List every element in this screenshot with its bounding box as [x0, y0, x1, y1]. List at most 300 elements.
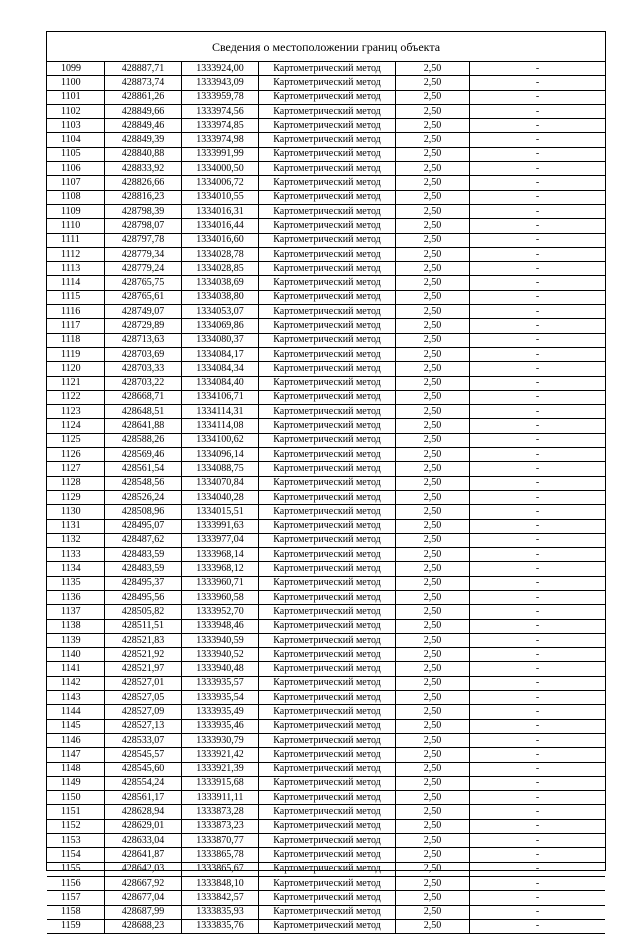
method-cell: Картометрический метод: [259, 662, 396, 676]
description-cell: -: [470, 476, 606, 490]
table-row: [47, 662, 605, 676]
point-number-cell: 1133: [47, 548, 105, 562]
method-cell: Картометрический метод: [259, 733, 396, 747]
x-coordinate-cell: 428703,33: [105, 362, 182, 376]
x-coordinate-cell: 428588,26: [105, 433, 182, 447]
accuracy-cell: 2,50: [396, 90, 470, 104]
y-coordinate-cell: 1333968,12: [182, 562, 259, 576]
point-number-cell: 1142: [47, 676, 105, 690]
method-cell: Картометрический метод: [259, 919, 396, 933]
accuracy-cell: 2,50: [396, 462, 470, 476]
table-row: [47, 319, 605, 333]
y-coordinate-cell: 1333865,78: [182, 848, 259, 862]
table-row: [47, 691, 605, 705]
description-cell: -: [470, 390, 606, 404]
accuracy-cell: 2,50: [396, 776, 470, 790]
table-row: [47, 190, 605, 204]
y-coordinate-cell: 1334028,85: [182, 262, 259, 276]
y-coordinate-cell: 1334028,78: [182, 247, 259, 261]
x-coordinate-cell: 428641,87: [105, 848, 182, 862]
method-cell: Картометрический метод: [259, 233, 396, 247]
accuracy-cell: 2,50: [396, 834, 470, 848]
description-cell: -: [470, 733, 606, 747]
point-number-cell: 1146: [47, 733, 105, 747]
table-row: [47, 848, 605, 862]
accuracy-cell: 2,50: [396, 819, 470, 833]
y-coordinate-cell: 1333930,79: [182, 733, 259, 747]
table-row: [47, 276, 605, 290]
x-coordinate-cell: 428729,89: [105, 319, 182, 333]
accuracy-cell: 2,50: [396, 405, 470, 419]
table-row: [47, 347, 605, 361]
method-cell: Картометрический метод: [259, 776, 396, 790]
accuracy-cell: 2,50: [396, 362, 470, 376]
accuracy-cell: 2,50: [396, 905, 470, 919]
description-cell: -: [470, 176, 606, 190]
x-coordinate-cell: 428797,78: [105, 233, 182, 247]
description-cell: -: [470, 290, 606, 304]
point-number-cell: 1158: [47, 905, 105, 919]
accuracy-cell: 2,50: [396, 319, 470, 333]
description-cell: -: [470, 147, 606, 161]
point-number-cell: 1110: [47, 219, 105, 233]
y-coordinate-cell: 1333991,99: [182, 147, 259, 161]
method-cell: Картометрический метод: [259, 204, 396, 218]
table-row: [47, 776, 605, 790]
description-cell: -: [470, 505, 606, 519]
x-coordinate-cell: 428873,74: [105, 76, 182, 90]
y-coordinate-cell: 1333940,48: [182, 662, 259, 676]
table-row: [47, 219, 605, 233]
point-number-cell: 1124: [47, 419, 105, 433]
x-coordinate-cell: 428483,59: [105, 548, 182, 562]
method-cell: Картометрический метод: [259, 848, 396, 862]
point-number-cell: 1123: [47, 405, 105, 419]
description-cell: -: [470, 919, 606, 933]
method-cell: Картометрический метод: [259, 548, 396, 562]
description-cell: -: [470, 762, 606, 776]
point-number-cell: 1148: [47, 762, 105, 776]
point-number-cell: 1129: [47, 490, 105, 504]
point-number-cell: 1153: [47, 834, 105, 848]
x-coordinate-cell: 428779,24: [105, 262, 182, 276]
table-row: [47, 433, 605, 447]
description-cell: -: [470, 204, 606, 218]
table-row: [47, 376, 605, 390]
accuracy-cell: 2,50: [396, 891, 470, 905]
x-coordinate-cell: 428505,82: [105, 605, 182, 619]
accuracy-cell: 2,50: [396, 262, 470, 276]
description-cell: -: [470, 705, 606, 719]
description-cell: -: [470, 448, 606, 462]
description-cell: -: [470, 548, 606, 562]
description-cell: -: [470, 347, 606, 361]
table-row: [47, 90, 605, 104]
table-row: [47, 905, 605, 919]
point-number-cell: 1100: [47, 76, 105, 90]
accuracy-cell: 2,50: [396, 648, 470, 662]
point-number-cell: 1128: [47, 476, 105, 490]
point-number-cell: 1151: [47, 805, 105, 819]
document-page: [46, 31, 606, 932]
table-row: [47, 133, 605, 147]
y-coordinate-cell: 1334100,62: [182, 433, 259, 447]
method-cell: Картометрический метод: [259, 376, 396, 390]
x-coordinate-cell: 428826,66: [105, 176, 182, 190]
method-cell: Картометрический метод: [259, 433, 396, 447]
point-number-cell: 1136: [47, 590, 105, 604]
accuracy-cell: 2,50: [396, 676, 470, 690]
point-number-cell: 1147: [47, 748, 105, 762]
y-coordinate-cell: 1333991,63: [182, 519, 259, 533]
accuracy-cell: 2,50: [396, 605, 470, 619]
x-coordinate-cell: 428521,83: [105, 633, 182, 647]
point-number-cell: 1111: [47, 233, 105, 247]
table-row: [47, 305, 605, 319]
y-coordinate-cell: 1333835,76: [182, 919, 259, 933]
accuracy-cell: 2,50: [396, 119, 470, 133]
description-cell: -: [470, 433, 606, 447]
description-cell: -: [470, 719, 606, 733]
y-coordinate-cell: 1334016,44: [182, 219, 259, 233]
point-number-cell: 1144: [47, 705, 105, 719]
y-coordinate-cell: 1334016,60: [182, 233, 259, 247]
description-cell: -: [470, 691, 606, 705]
table-row: [47, 733, 605, 747]
point-number-cell: 1149: [47, 776, 105, 790]
description-cell: -: [470, 748, 606, 762]
description-cell: -: [470, 405, 606, 419]
table-row: [47, 247, 605, 261]
accuracy-cell: 2,50: [396, 619, 470, 633]
table-row: [47, 876, 605, 890]
table-row: [47, 505, 605, 519]
method-cell: Картометрический метод: [259, 748, 396, 762]
description-cell: -: [470, 190, 606, 204]
accuracy-cell: 2,50: [396, 848, 470, 862]
x-coordinate-cell: 428849,46: [105, 119, 182, 133]
table-row: [47, 519, 605, 533]
x-coordinate-cell: 428527,13: [105, 719, 182, 733]
method-cell: Картометрический метод: [259, 691, 396, 705]
description-cell: -: [470, 848, 606, 862]
accuracy-cell: 2,50: [396, 748, 470, 762]
table-row: [47, 362, 605, 376]
accuracy-cell: 2,50: [396, 162, 470, 176]
method-cell: Картометрический метод: [259, 76, 396, 90]
method-cell: Картометрический метод: [259, 305, 396, 319]
method-cell: Картометрический метод: [259, 876, 396, 890]
accuracy-cell: 2,50: [396, 290, 470, 304]
y-coordinate-cell: 1333935,46: [182, 719, 259, 733]
y-coordinate-cell: 1333974,85: [182, 119, 259, 133]
method-cell: Картометрический метод: [259, 719, 396, 733]
point-number-cell: 1154: [47, 848, 105, 862]
table-row: [47, 176, 605, 190]
y-coordinate-cell: 1334038,80: [182, 290, 259, 304]
method-cell: Картометрический метод: [259, 576, 396, 590]
point-number-cell: 1137: [47, 605, 105, 619]
y-coordinate-cell: 1333977,04: [182, 533, 259, 547]
y-coordinate-cell: 1333968,14: [182, 548, 259, 562]
accuracy-cell: 2,50: [396, 347, 470, 361]
point-number-cell: 1150: [47, 791, 105, 805]
table-row: [47, 162, 605, 176]
accuracy-cell: 2,50: [396, 176, 470, 190]
method-cell: Картометрический метод: [259, 290, 396, 304]
x-coordinate-cell: 428527,09: [105, 705, 182, 719]
point-number-cell: 1143: [47, 691, 105, 705]
method-cell: Картометрический метод: [259, 319, 396, 333]
description-cell: -: [470, 233, 606, 247]
accuracy-cell: 2,50: [396, 576, 470, 590]
y-coordinate-cell: 1334069,86: [182, 319, 259, 333]
table-body: [47, 62, 605, 934]
method-cell: Картометрический метод: [259, 419, 396, 433]
accuracy-cell: 2,50: [396, 204, 470, 218]
y-coordinate-cell: 1333974,98: [182, 133, 259, 147]
method-cell: Картометрический метод: [259, 762, 396, 776]
table-row: [47, 705, 605, 719]
table-row: [47, 233, 605, 247]
method-cell: Картометрический метод: [259, 805, 396, 819]
point-number-cell: 1156: [47, 876, 105, 890]
point-number-cell: 1157: [47, 891, 105, 905]
description-cell: -: [470, 576, 606, 590]
method-cell: Картометрический метод: [259, 448, 396, 462]
method-cell: Картометрический метод: [259, 333, 396, 347]
point-number-cell: 1138: [47, 619, 105, 633]
description-cell: -: [470, 834, 606, 848]
y-coordinate-cell: 1333952,70: [182, 605, 259, 619]
description-cell: -: [470, 219, 606, 233]
point-number-cell: 1145: [47, 719, 105, 733]
table-row: [47, 462, 605, 476]
method-cell: Картометрический метод: [259, 476, 396, 490]
x-coordinate-cell: 428798,39: [105, 204, 182, 218]
description-cell: -: [470, 262, 606, 276]
description-cell: -: [470, 590, 606, 604]
y-coordinate-cell: 1334114,31: [182, 405, 259, 419]
table-row: [47, 576, 605, 590]
accuracy-cell: 2,50: [396, 305, 470, 319]
method-cell: Картометрический метод: [259, 905, 396, 919]
x-coordinate-cell: 428548,56: [105, 476, 182, 490]
x-coordinate-cell: 428526,24: [105, 490, 182, 504]
description-cell: -: [470, 605, 606, 619]
point-number-cell: 1121: [47, 376, 105, 390]
table-row: [47, 476, 605, 490]
accuracy-cell: 2,50: [396, 791, 470, 805]
description-cell: -: [470, 376, 606, 390]
description-cell: -: [470, 333, 606, 347]
point-number-cell: 1107: [47, 176, 105, 190]
description-cell: -: [470, 133, 606, 147]
description-cell: -: [470, 119, 606, 133]
point-number-cell: 1132: [47, 533, 105, 547]
accuracy-cell: 2,50: [396, 876, 470, 890]
table-row: [47, 333, 605, 347]
table-row: [47, 891, 605, 905]
description-cell: -: [470, 791, 606, 805]
method-cell: Картометрический метод: [259, 104, 396, 118]
point-number-cell: 1127: [47, 462, 105, 476]
x-coordinate-cell: 428833,92: [105, 162, 182, 176]
accuracy-cell: 2,50: [396, 276, 470, 290]
y-coordinate-cell: 1334016,31: [182, 204, 259, 218]
x-coordinate-cell: 428511,51: [105, 619, 182, 633]
y-coordinate-cell: 1334084,40: [182, 376, 259, 390]
point-number-cell: 1104: [47, 133, 105, 147]
table-row: [47, 919, 605, 933]
y-coordinate-cell: 1333940,59: [182, 633, 259, 647]
y-coordinate-cell: 1334040,28: [182, 490, 259, 504]
y-coordinate-cell: 1333960,58: [182, 590, 259, 604]
description-cell: -: [470, 891, 606, 905]
y-coordinate-cell: 1334015,51: [182, 505, 259, 519]
y-coordinate-cell: 1334053,07: [182, 305, 259, 319]
x-coordinate-cell: 428521,92: [105, 648, 182, 662]
point-number-cell: 1108: [47, 190, 105, 204]
description-cell: -: [470, 419, 606, 433]
method-cell: Картометрический метод: [259, 133, 396, 147]
y-coordinate-cell: 1333835,93: [182, 905, 259, 919]
method-cell: Картометрический метод: [259, 791, 396, 805]
point-number-cell: 1117: [47, 319, 105, 333]
method-cell: Картометрический метод: [259, 648, 396, 662]
method-cell: Картометрический метод: [259, 90, 396, 104]
accuracy-cell: 2,50: [396, 719, 470, 733]
accuracy-cell: 2,50: [396, 76, 470, 90]
table-row: [47, 676, 605, 690]
method-cell: Картометрический метод: [259, 119, 396, 133]
accuracy-cell: 2,50: [396, 476, 470, 490]
table-row: [47, 119, 605, 133]
y-coordinate-cell: 1334096,14: [182, 448, 259, 462]
accuracy-cell: 2,50: [396, 505, 470, 519]
point-number-cell: 1116: [47, 305, 105, 319]
table-row: [47, 262, 605, 276]
method-cell: Картометрический метод: [259, 834, 396, 848]
x-coordinate-cell: 428628,94: [105, 805, 182, 819]
point-number-cell: 1099: [47, 62, 105, 76]
x-coordinate-cell: 428633,04: [105, 834, 182, 848]
x-coordinate-cell: 428861,26: [105, 90, 182, 104]
method-cell: Картометрический метод: [259, 247, 396, 261]
x-coordinate-cell: 428641,88: [105, 419, 182, 433]
y-coordinate-cell: 1334084,34: [182, 362, 259, 376]
accuracy-cell: 2,50: [396, 133, 470, 147]
point-number-cell: 1155: [47, 862, 105, 876]
accuracy-cell: 2,50: [396, 548, 470, 562]
y-coordinate-cell: 1333935,57: [182, 676, 259, 690]
accuracy-cell: 2,50: [396, 562, 470, 576]
y-coordinate-cell: 1333935,54: [182, 691, 259, 705]
point-number-cell: 1125: [47, 433, 105, 447]
accuracy-cell: 2,50: [396, 519, 470, 533]
method-cell: Картометрический метод: [259, 590, 396, 604]
table-row: [47, 290, 605, 304]
table-row: [47, 648, 605, 662]
method-cell: Картометрический метод: [259, 390, 396, 404]
description-cell: -: [470, 862, 606, 876]
point-number-cell: 1140: [47, 648, 105, 662]
x-coordinate-cell: 428545,60: [105, 762, 182, 776]
table-row: [47, 762, 605, 776]
point-number-cell: 1106: [47, 162, 105, 176]
table-row: [47, 419, 605, 433]
y-coordinate-cell: 1333911,11: [182, 791, 259, 805]
x-coordinate-cell: 428667,92: [105, 876, 182, 890]
method-cell: Картометрический метод: [259, 162, 396, 176]
description-cell: -: [470, 562, 606, 576]
boundary-points-table: [47, 62, 605, 934]
method-cell: Картометрический метод: [259, 605, 396, 619]
point-number-cell: 1115: [47, 290, 105, 304]
y-coordinate-cell: 1333935,49: [182, 705, 259, 719]
y-coordinate-cell: 1334038,69: [182, 276, 259, 290]
x-coordinate-cell: 428561,54: [105, 462, 182, 476]
point-number-cell: 1118: [47, 333, 105, 347]
description-cell: -: [470, 519, 606, 533]
x-coordinate-cell: 428495,37: [105, 576, 182, 590]
x-coordinate-cell: 428648,51: [105, 405, 182, 419]
table-row: [47, 862, 605, 876]
description-cell: -: [470, 104, 606, 118]
y-coordinate-cell: 1333842,57: [182, 891, 259, 905]
y-coordinate-cell: 1333870,77: [182, 834, 259, 848]
description-cell: -: [470, 676, 606, 690]
accuracy-cell: 2,50: [396, 705, 470, 719]
description-cell: -: [470, 162, 606, 176]
point-number-cell: 1159: [47, 919, 105, 933]
accuracy-cell: 2,50: [396, 390, 470, 404]
y-coordinate-cell: 1333921,39: [182, 762, 259, 776]
method-cell: Картометрический метод: [259, 62, 396, 76]
point-number-cell: 1103: [47, 119, 105, 133]
y-coordinate-cell: 1334088,75: [182, 462, 259, 476]
y-coordinate-cell: 1334000,50: [182, 162, 259, 176]
accuracy-cell: 2,50: [396, 62, 470, 76]
accuracy-cell: 2,50: [396, 733, 470, 747]
table-row: [47, 405, 605, 419]
table-row: [47, 147, 605, 161]
x-coordinate-cell: 428849,39: [105, 133, 182, 147]
x-coordinate-cell: 428677,04: [105, 891, 182, 905]
point-number-cell: 1102: [47, 104, 105, 118]
point-number-cell: 1126: [47, 448, 105, 462]
method-cell: Картометрический метод: [259, 262, 396, 276]
x-coordinate-cell: 428527,01: [105, 676, 182, 690]
description-cell: -: [470, 776, 606, 790]
x-coordinate-cell: 428703,22: [105, 376, 182, 390]
table-row: [47, 562, 605, 576]
y-coordinate-cell: 1334010,55: [182, 190, 259, 204]
x-coordinate-cell: 428561,17: [105, 791, 182, 805]
x-coordinate-cell: 428816,23: [105, 190, 182, 204]
y-coordinate-cell: 1333948,46: [182, 619, 259, 633]
accuracy-cell: 2,50: [396, 762, 470, 776]
y-coordinate-cell: 1333865,67: [182, 862, 259, 876]
table-row: [47, 448, 605, 462]
description-cell: -: [470, 276, 606, 290]
point-number-cell: 1141: [47, 662, 105, 676]
table-row: [47, 605, 605, 619]
description-cell: -: [470, 619, 606, 633]
y-coordinate-cell: 1334080,37: [182, 333, 259, 347]
method-cell: Картометрический метод: [259, 619, 396, 633]
table-row: [47, 204, 605, 218]
